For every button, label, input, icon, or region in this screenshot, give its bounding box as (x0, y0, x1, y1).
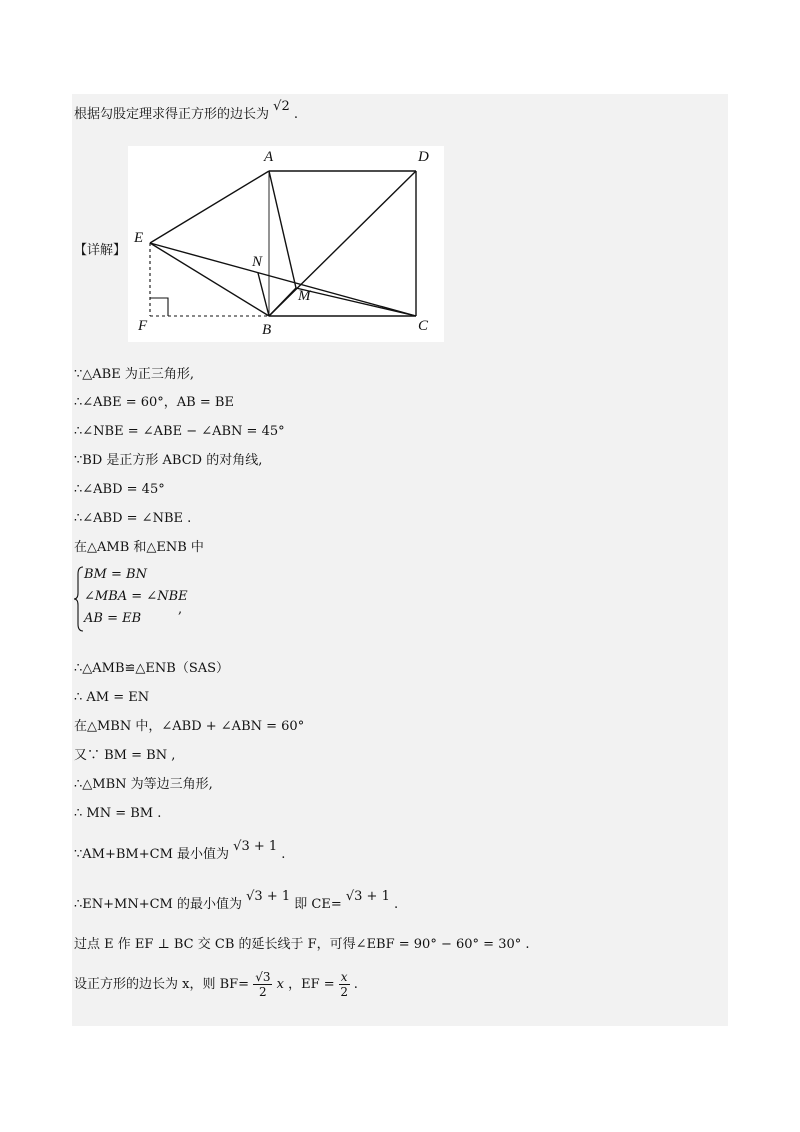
proof-line-11: 又∵ BM = BN , (74, 748, 176, 763)
proof-line-2: ∴∠ABE = 60°，AB = BE (74, 395, 234, 410)
left-brace (74, 566, 84, 632)
equation-system (74, 564, 214, 634)
proof-line-1: ∵△ABE 为正三角形, (74, 367, 194, 382)
text-line-side-length (74, 99, 298, 124)
fraction-bf (253, 970, 272, 999)
text-segment: 根据勾股定理求得正方形的边长为 (74, 107, 270, 122)
label-C: C (418, 318, 429, 334)
fraction-numerator: √3 (255, 970, 271, 984)
proof-line-3: ∴∠NBE = ∠ABE − ∠ABN = 45° (74, 424, 285, 439)
segment-EC (150, 243, 416, 316)
fraction-ef (339, 970, 350, 999)
proof-line-6: ∴∠ABD = ∠NBE . (74, 511, 192, 526)
segment-MB (269, 288, 296, 316)
fraction-denominator: 2 (340, 985, 348, 999)
system-comma: , (178, 602, 183, 617)
system-eq-3: AB = EB (84, 611, 142, 626)
text-segment: . (293, 107, 298, 122)
geometry-figure (128, 146, 444, 342)
right-angle-mark (150, 298, 168, 316)
label-B: B (262, 322, 272, 338)
fraction-denominator: 2 (259, 985, 267, 999)
label-A: A (264, 149, 274, 165)
proof-line-13: ∴ MN = BM . (74, 806, 162, 821)
text-segment: 设正方形的边长为 x，则 BF= (74, 977, 250, 992)
system-eq-1: BM = BN (84, 567, 147, 582)
segment-BD (269, 171, 416, 316)
proof-line-10: 在△MBN 中，∠ABD + ∠ABN = 60° (74, 719, 305, 734)
system-eq-2: ∠MBA = ∠NBE (84, 589, 188, 604)
segment-MC (296, 288, 416, 316)
detail-label: 【详解】 (74, 243, 127, 258)
proof-line-12: ∴△MBN 为等边三角形, (74, 777, 213, 792)
sqrt-value: √3 + 1 (246, 889, 291, 904)
proof-line-7: 在△AMB 和△ENB 中 (74, 540, 204, 555)
proof-line-15 (74, 889, 399, 914)
proof-line-9: ∴ AM = EN (74, 690, 150, 705)
fraction-numerator: x (340, 970, 348, 984)
label-M: M (298, 288, 311, 304)
segment-AM (269, 171, 296, 288)
proof-line-8: ∴△AMB≌△ENB（SAS） (74, 661, 230, 676)
text-segment: . (394, 897, 399, 912)
label-N: N (252, 254, 263, 270)
sqrt-value: √2 (273, 99, 290, 114)
text-segment: 即 CE= (294, 897, 342, 912)
proof-line-5: ∴∠ABD = 45° (74, 482, 165, 497)
text-segment: ∴EN+MN+CM 的最小值为 (74, 897, 242, 912)
text-segment: ，EF = (288, 977, 335, 992)
text-segment: . (281, 847, 286, 862)
segment-EA (150, 171, 269, 243)
variable-x: x (276, 977, 284, 992)
text-segment: . (353, 977, 358, 992)
label-D: D (418, 149, 429, 165)
label-F: F (138, 318, 148, 334)
sqrt-value: √3 + 1 (345, 889, 390, 904)
proof-line-14 (74, 839, 286, 864)
proof-line-17 (74, 970, 358, 1000)
geometry-diagram (128, 146, 444, 342)
text-segment: ∵AM+BM+CM 最小值为 (74, 847, 230, 862)
proof-line-16: 过点 E 作 EF ⊥ BC 交 CB 的延长线于 F，可得∠EBF = 90° − 60° = 30° . (74, 937, 530, 952)
label-E: E (134, 230, 144, 246)
proof-line-4: ∵BD 是正方形 ABCD 的对角线, (74, 453, 263, 468)
sqrt-value: √3 + 1 (233, 839, 278, 854)
